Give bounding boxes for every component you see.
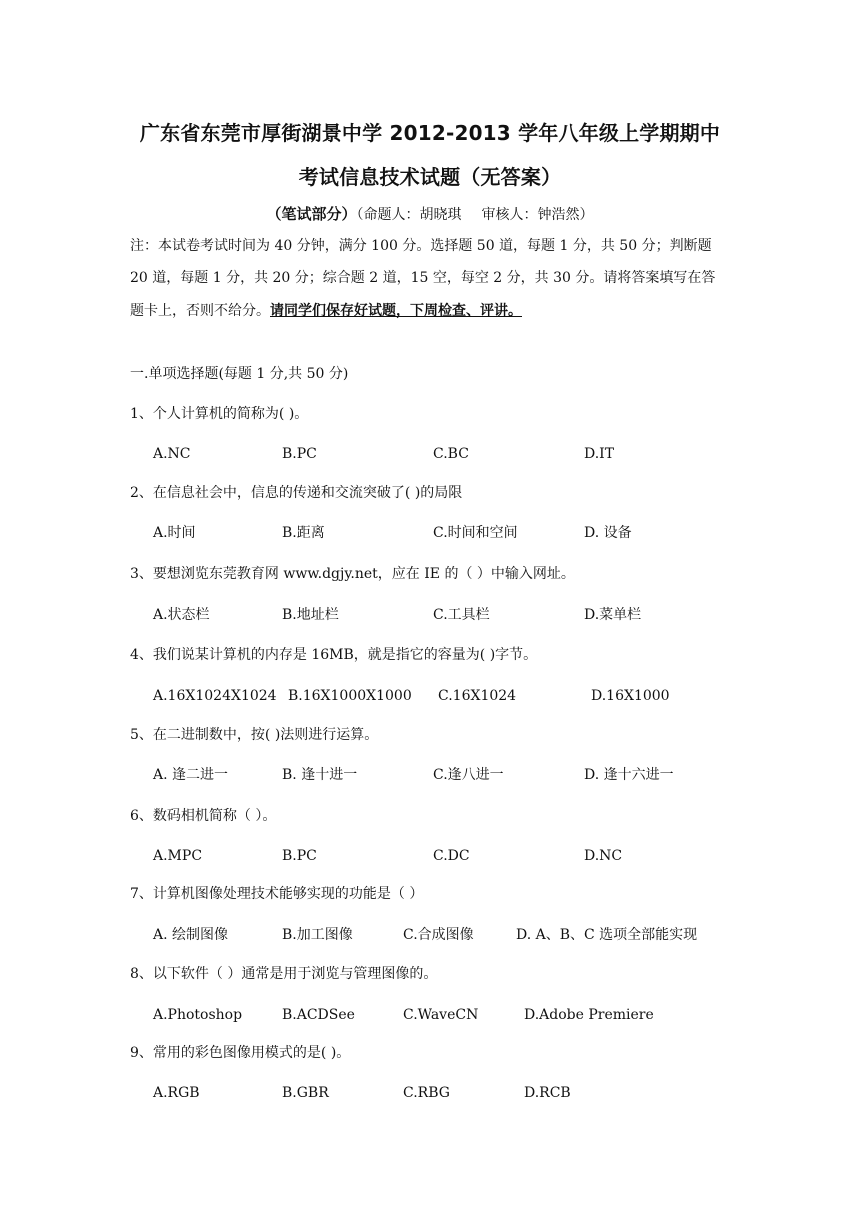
subtitle-section: （笔试部分） bbox=[266, 205, 357, 223]
q4-option-c: C.16X1024 bbox=[438, 688, 517, 704]
document-title-line1: 广东省东莞市厚街湖景中学 2012-2013 学年八年级上学期期中 bbox=[139, 121, 721, 145]
notice-text: 题卡上，否则不给分。 bbox=[130, 303, 270, 319]
q2-option-d: D. 设备 bbox=[584, 525, 632, 541]
q8-option-d: D.Adobe Premiere bbox=[524, 1007, 654, 1023]
q8-option-b: B.ACDSee bbox=[282, 1007, 355, 1023]
q4-option-d: D.16X1000 bbox=[591, 688, 670, 704]
q9-option-c: C.RBG bbox=[403, 1085, 450, 1101]
q3-option-c: C.工具栏 bbox=[433, 607, 490, 623]
q4-option-a: A.16X1024X1024 bbox=[153, 688, 277, 704]
q7-option-c: C.合成图像 bbox=[403, 927, 474, 943]
q6-option-b: B.PC bbox=[282, 848, 317, 864]
q9-option-a: A.RGB bbox=[153, 1085, 200, 1101]
q2-option-b: B.距离 bbox=[282, 525, 325, 541]
subtitle-author: （命题人：胡晓琪 bbox=[356, 207, 462, 223]
question-3: 3、要想浏览东莞教育网 www.dgjy.net，应在 IE 的（ ）中输入网址。 bbox=[130, 566, 575, 582]
q2-option-a: A.时间 bbox=[153, 525, 196, 541]
subtitle-reviewer: 审核人：钟浩然） bbox=[481, 207, 594, 223]
q7-option-d: D. A、B、C 选项全部能实现 bbox=[516, 927, 698, 943]
question-2: 2、在信息社会中，信息的传递和交流突破了( )的局限 bbox=[130, 485, 463, 501]
document-subtitle bbox=[0, 203, 860, 224]
q3-option-b: B.地址栏 bbox=[282, 607, 339, 623]
q5-option-a: A. 逢二进一 bbox=[153, 767, 229, 783]
q1-option-b: B.PC bbox=[282, 446, 317, 462]
q8-option-a: A.Photoshop bbox=[153, 1007, 243, 1023]
q5-option-b: B. 逢十进一 bbox=[282, 767, 358, 783]
q6-option-d: D.NC bbox=[584, 848, 623, 864]
q5-option-d: D. 逢十六进一 bbox=[584, 767, 674, 783]
q4-option-b: B.16X1000X1000 bbox=[288, 688, 412, 704]
notice-line-3 bbox=[130, 301, 522, 321]
q7-option-b: B.加工图像 bbox=[282, 927, 353, 943]
question-8: 8、以下软件（ ）通常是用于浏览与管理图像的。 bbox=[130, 966, 438, 982]
q1-option-c: C.BC bbox=[433, 446, 469, 462]
q8-option-c: C.WaveCN bbox=[403, 1007, 479, 1023]
q1-option-a: A.NC bbox=[153, 446, 191, 462]
notice-line-1: 注：本试卷考试时间为 40 分钟，满分 100 分。选择题 50 道，每题 1 分，共 50 分；判断题 bbox=[130, 238, 712, 254]
notice-emphasis: 请同学们保存好试题，下周检查、评讲。 bbox=[270, 303, 522, 319]
q5-option-c: C.逢八进一 bbox=[433, 767, 504, 783]
q1-option-d: D.IT bbox=[584, 446, 615, 462]
q7-option-a: A. 绘制图像 bbox=[153, 927, 229, 943]
question-7: 7、计算机图像处理技术能够实现的功能是（ ） bbox=[130, 886, 424, 902]
question-4: 4、我们说某计算机的内存是 16MB，就是指它的容量为( )字节。 bbox=[130, 647, 538, 663]
section-title: 一.单项选择题(每题 1 分,共 50 分) bbox=[130, 366, 349, 382]
question-5: 5、在二进制数中，按( )法则进行运算。 bbox=[130, 727, 379, 743]
question-1: 1、个人计算机的简称为( )。 bbox=[130, 406, 309, 422]
document-title-line2: 考试信息技术试题（无答案） bbox=[298, 165, 562, 189]
q2-option-c: C.时间和空间 bbox=[433, 525, 518, 541]
question-6: 6、数码相机简称（ ）。 bbox=[130, 808, 277, 824]
q3-option-a: A.状态栏 bbox=[153, 607, 210, 623]
q3-option-d: D.菜单栏 bbox=[584, 607, 642, 623]
q6-option-a: A.MPC bbox=[153, 848, 203, 864]
q6-option-c: C.DC bbox=[433, 848, 470, 864]
q9-option-b: B.GBR bbox=[282, 1085, 329, 1101]
question-9: 9、常用的彩色图像用模式的是( )。 bbox=[130, 1045, 351, 1061]
q9-option-d: D.RCB bbox=[524, 1085, 571, 1101]
notice-line-2: 20 道，每题 1 分，共 20 分；综合题 2 道，15 空，每空 2 分，共 30 分。请将答案填写在答 bbox=[130, 270, 716, 286]
